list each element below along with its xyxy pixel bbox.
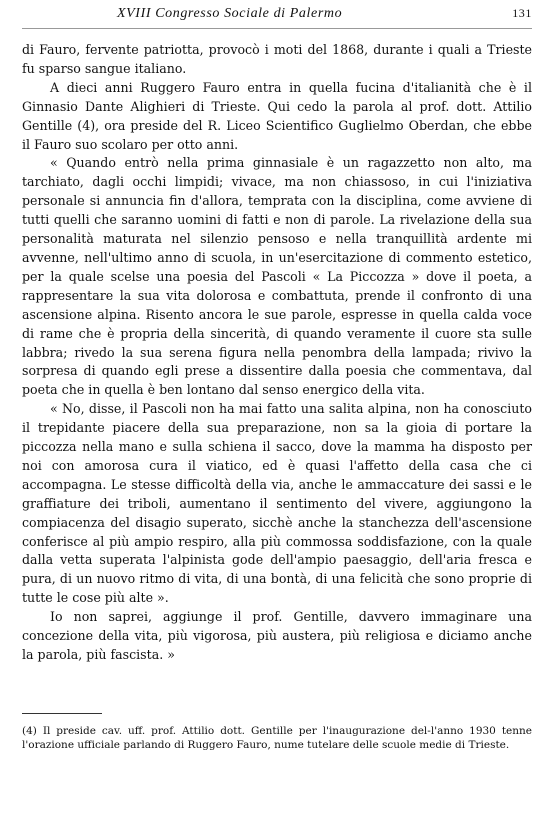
footnote: (4) Il preside cav. uff. prof. Attilio dott. Gentille per l'inaugurazione del-l'anno 1930 tenne l'orazione ufficiale parlando di Ruggero Fauro, nume tutelare delle scuole medie di Trieste. xyxy=(22,725,532,752)
paragraph: A dieci anni Ruggero Fauro entra in quella fucina d'italianità che è il Ginnasio Dante Alighieri di Trieste. Qui cedo la parola al prof. dott. Attilio Gentille (4), ora preside del R. Liceo Scientifico Guglielmo Oberdan, che ebbe il Fauro suo scolaro per otto anni. xyxy=(22,79,532,152)
footnote-divider xyxy=(22,713,102,714)
running-title: XVIII Congresso Sociale di Palermo xyxy=(117,6,343,21)
running-header xyxy=(22,6,532,29)
paragraph: « No, disse, il Pascoli non ha mai fatto una salita alpina, non ha conosciuto il trepidante piacere della sua preparazione, non sa la gioia di portare la piccozza nella mano e sulla schiena il sacco, dove la mamma ha disposto per noi con amorosa cura il viatico, ed è quasi l'affetto della casa che ci accompagna. Le stesse difficoltà della via, anche le ammaccature dei sassi e le graffiature dei triboli, aumentano il sentimento del vivere, aggiungono la compiacenza del disagio superato, sicchè anche la stanchezza dell'ascensione conferisce al più ampio respiro, alla più commossa soddisfazione, con la quale dalla vetta superata l'alpinista gode dell'ampio paesaggio, dell'aria fresca e pura, di un nuovo ritmo di vita, di una bontà, di una felicità che sono proprie di tutte le cose più alte ». xyxy=(22,401,532,606)
page-number: 131 xyxy=(512,6,532,20)
paragraph: Io non saprei, aggiunge il prof. Gentille, davvero immaginare una concezione della vita, più vigorosa, più austera, più religiosa e diciamo anche la parola, più fascista. » xyxy=(22,609,532,662)
paragraph: di Fauro, fervente patriotta, provocò i moti del 1868, durante i quali a Trieste fu sparso sangue italiano. xyxy=(22,42,532,76)
paragraph: « Quando entrò nella prima ginnasiale è un ragazzetto non alto, ma tarchiato, dagli occhi limpidi; vivace, ma non chiassoso, in cui l'iniziativa personale si annuncia fin d'allora, temprata con la disciplina, come avviene di tutti quelli che saranno uomini di fatti e non di parole. La rivelazione della sua personalità maturata nel silenzio pensoso e nella tranquillità ardente mi avvenne, nell'ultimo anno di scuola, in un'esercitazione di commento estetico, per la quale scelse una poesia del Pascoli « La Piccozza » dove il poeta, a rappresentare la sua vita dolorosa e combattuta, prende il confronto di una ascensione alpina. Risento ancora le sue parole, espresse in quella calda voce di rame che è propria della sincerità, di quando veramente il cuore sta sulle labbra; rivedo la sua serena figura nella penombra della lampada; rivivo la sorpresa di quando egli prese a dissentire dalla poesia che commentava, dal poeta che in quella è ben lontano dal senso energico della vita. xyxy=(22,155,532,398)
body-text xyxy=(22,41,532,665)
